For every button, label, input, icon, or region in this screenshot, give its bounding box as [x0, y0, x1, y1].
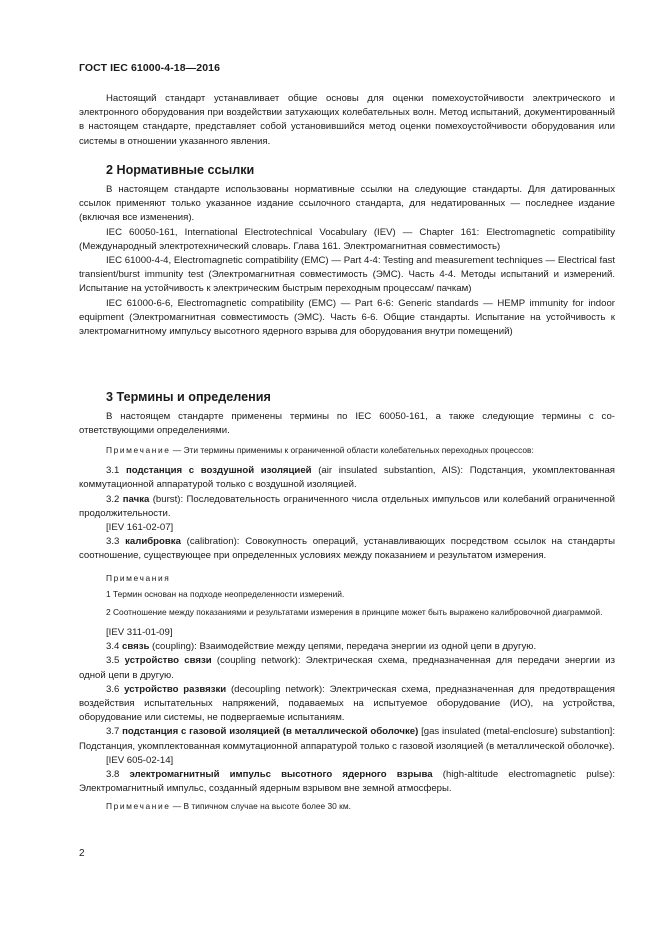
- term-definition: (burst): Последовательность ограниченного числа отдельных импульсов или колебаний ограниченной продолжительности.: [79, 493, 615, 519]
- notes-label: [79, 572, 615, 586]
- reference-item: IEC 61000-4-4, Electromagnetic compatibility (EMC) — Part 4-4: Testing and measurement techniques — Electrical fast transient/burst immunity test (Электромагнитная совместимость (ЭМС). Часть 4-4. Методы испытаний и измерений. Испытание на устойчивость к электрическим быстрым переходным процессам/ пачкам): [79, 255, 615, 295]
- term-definition: (calibration): Совокупность операций, устанавливающих посредством ссылок на стандарты соотношение, существующее при определенных условиях между показанием и результатом измерения.: [79, 536, 615, 562]
- term-name: пачка: [122, 493, 150, 505]
- note-last: [79, 800, 615, 814]
- term-name: подстанция с воздушной изоляцией: [126, 465, 312, 477]
- term-3-2: [79, 493, 615, 521]
- term-definition: (air insulated substantion, AIS): Подстанция, укомплектованная коммутационной аппаратурой только с воздушной изоляцией.: [79, 465, 615, 491]
- note-2: 2 Соотношение между показаниями и результатами измерения в принципе может быть выражено калибровочной диаграммой.: [106, 607, 603, 618]
- term-name: устройство развязки: [124, 683, 227, 695]
- note-text: — Эти термины применимы к ограниченной области колебательных переходных процессов:: [170, 445, 534, 456]
- term-number: 3.8: [106, 769, 130, 781]
- intro-paragraph: [79, 92, 615, 149]
- page-number: 2: [79, 848, 85, 859]
- term-3-3: [79, 535, 615, 563]
- notes-label-text: Примечания: [106, 572, 171, 583]
- term-number: 3.4: [106, 641, 123, 653]
- note-label: Примечание: [106, 801, 171, 812]
- term-number: 3.5: [106, 655, 125, 667]
- term-definition: (coupling): Взаимодействие между цепями, передача энергии из одной цепи в другую.: [149, 641, 537, 653]
- term-number: 3.7: [106, 726, 123, 738]
- term-name: подстанция с газовой изоляцией (в металлической оболочке): [122, 726, 419, 738]
- section-2-body: [79, 183, 615, 339]
- term-number: 3.6: [106, 683, 125, 695]
- term-name: связь: [122, 641, 150, 653]
- note-text: — В типичном случае на высоте более 30 км.: [170, 801, 351, 812]
- term-3-5: [79, 654, 615, 682]
- term-number: 3.3: [106, 536, 126, 548]
- note-1: 1 Термин основан на подходе неопределенности измерений.: [106, 589, 345, 600]
- term-source: [IEV 605-02-14]: [106, 754, 174, 766]
- section-3-body: [79, 410, 615, 814]
- term-3-1: [79, 464, 615, 492]
- term-name: электромагнитный импульс высотного ядерного взрыва: [129, 769, 433, 781]
- term-definition: (high-altitude electromagnetic pulse): Электромагнитный импульс, созданный ядерным взрывом вне земной атмосферы.: [79, 769, 615, 795]
- note: [79, 444, 615, 458]
- term-number: 3.1: [106, 465, 127, 477]
- term-3-6: [79, 683, 615, 726]
- term-definition: [gas insulated (metal-enclosure) substantion]: Подстанция, укомплектованная коммутационной аппаратурой только с газовой изоляцией (в металлической оболочке).: [79, 726, 615, 752]
- reference-item: IEC 60050-161, International Electrotechnical Vocabulary (IEV) — Chapter 161: Electromagnetic compatibility (Международный электротехнический словарь. Глава 161. Электромагнитная совместимость): [79, 226, 615, 252]
- term-number: 3.2: [106, 493, 123, 505]
- section-2-heading: 2 Нормативные ссылки: [106, 163, 255, 177]
- term-source: [IEV 161-02-07]: [106, 522, 174, 534]
- term-definition: (coupling network): Электрическая схема, предназначенная для передачи энергии из одной цепи в другую.: [79, 655, 615, 681]
- note-label: Примечание: [106, 445, 171, 456]
- term-name: калибровка: [125, 536, 181, 548]
- section-3-heading: 3 Термины и определения: [106, 390, 271, 404]
- document-header: ГОСТ IEC 61000-4-18—2016: [79, 62, 221, 74]
- term-definition: (decoupling network): Электрическая схема, предназначенная для предотвращения воздействия испытательных напряжений, подаваемых на испытуемое оборудование (ИО), на устройства, оборудование или системы, не подвергаемые испытаниям.: [79, 683, 615, 724]
- intro-text: Настоящий стандарт устанавливает общие основы для оценки помехоустойчивости электрического и электронного оборудования при воздействии затухающих колебательных волн. Метод испытаний, документированный в настоящем стандарте, представляет собой установившийся метод оценки помехоустойчивости оборудования или системы в отношении указанного явления.: [79, 93, 615, 147]
- section-3-intro: В настоящем стандарте применены термины по IEC 60050-161, а также следующие термины с соответствующими определениями.: [79, 411, 615, 437]
- term-3-4: [79, 640, 615, 654]
- section-2-intro: В настоящем стандарте использованы нормативные ссылки на следующие стандарты. Для датированных ссылок применяют только указанное издание ссылочного стандарта, для недатированных — последнее издание (включая все изменения).: [79, 184, 615, 224]
- term-3-8: [79, 768, 615, 796]
- term-source: [IEV 311-01-09]: [106, 627, 173, 639]
- reference-item: IEC 61000-6-6, Electromagnetic compatibility (EMC) — Part 6-6: Generic standards — HEMP immunity for indoor equipment (Электромагнитная совместимость (ЭМС). Часть 6-6. Общие стандарты. Испытание на устойчивость к электромагнитному импульсу высотного ядерного взрыва для оборудования внутри помещений): [79, 297, 615, 338]
- term-name: устройство связи: [124, 655, 212, 667]
- term-3-7: [79, 725, 615, 753]
